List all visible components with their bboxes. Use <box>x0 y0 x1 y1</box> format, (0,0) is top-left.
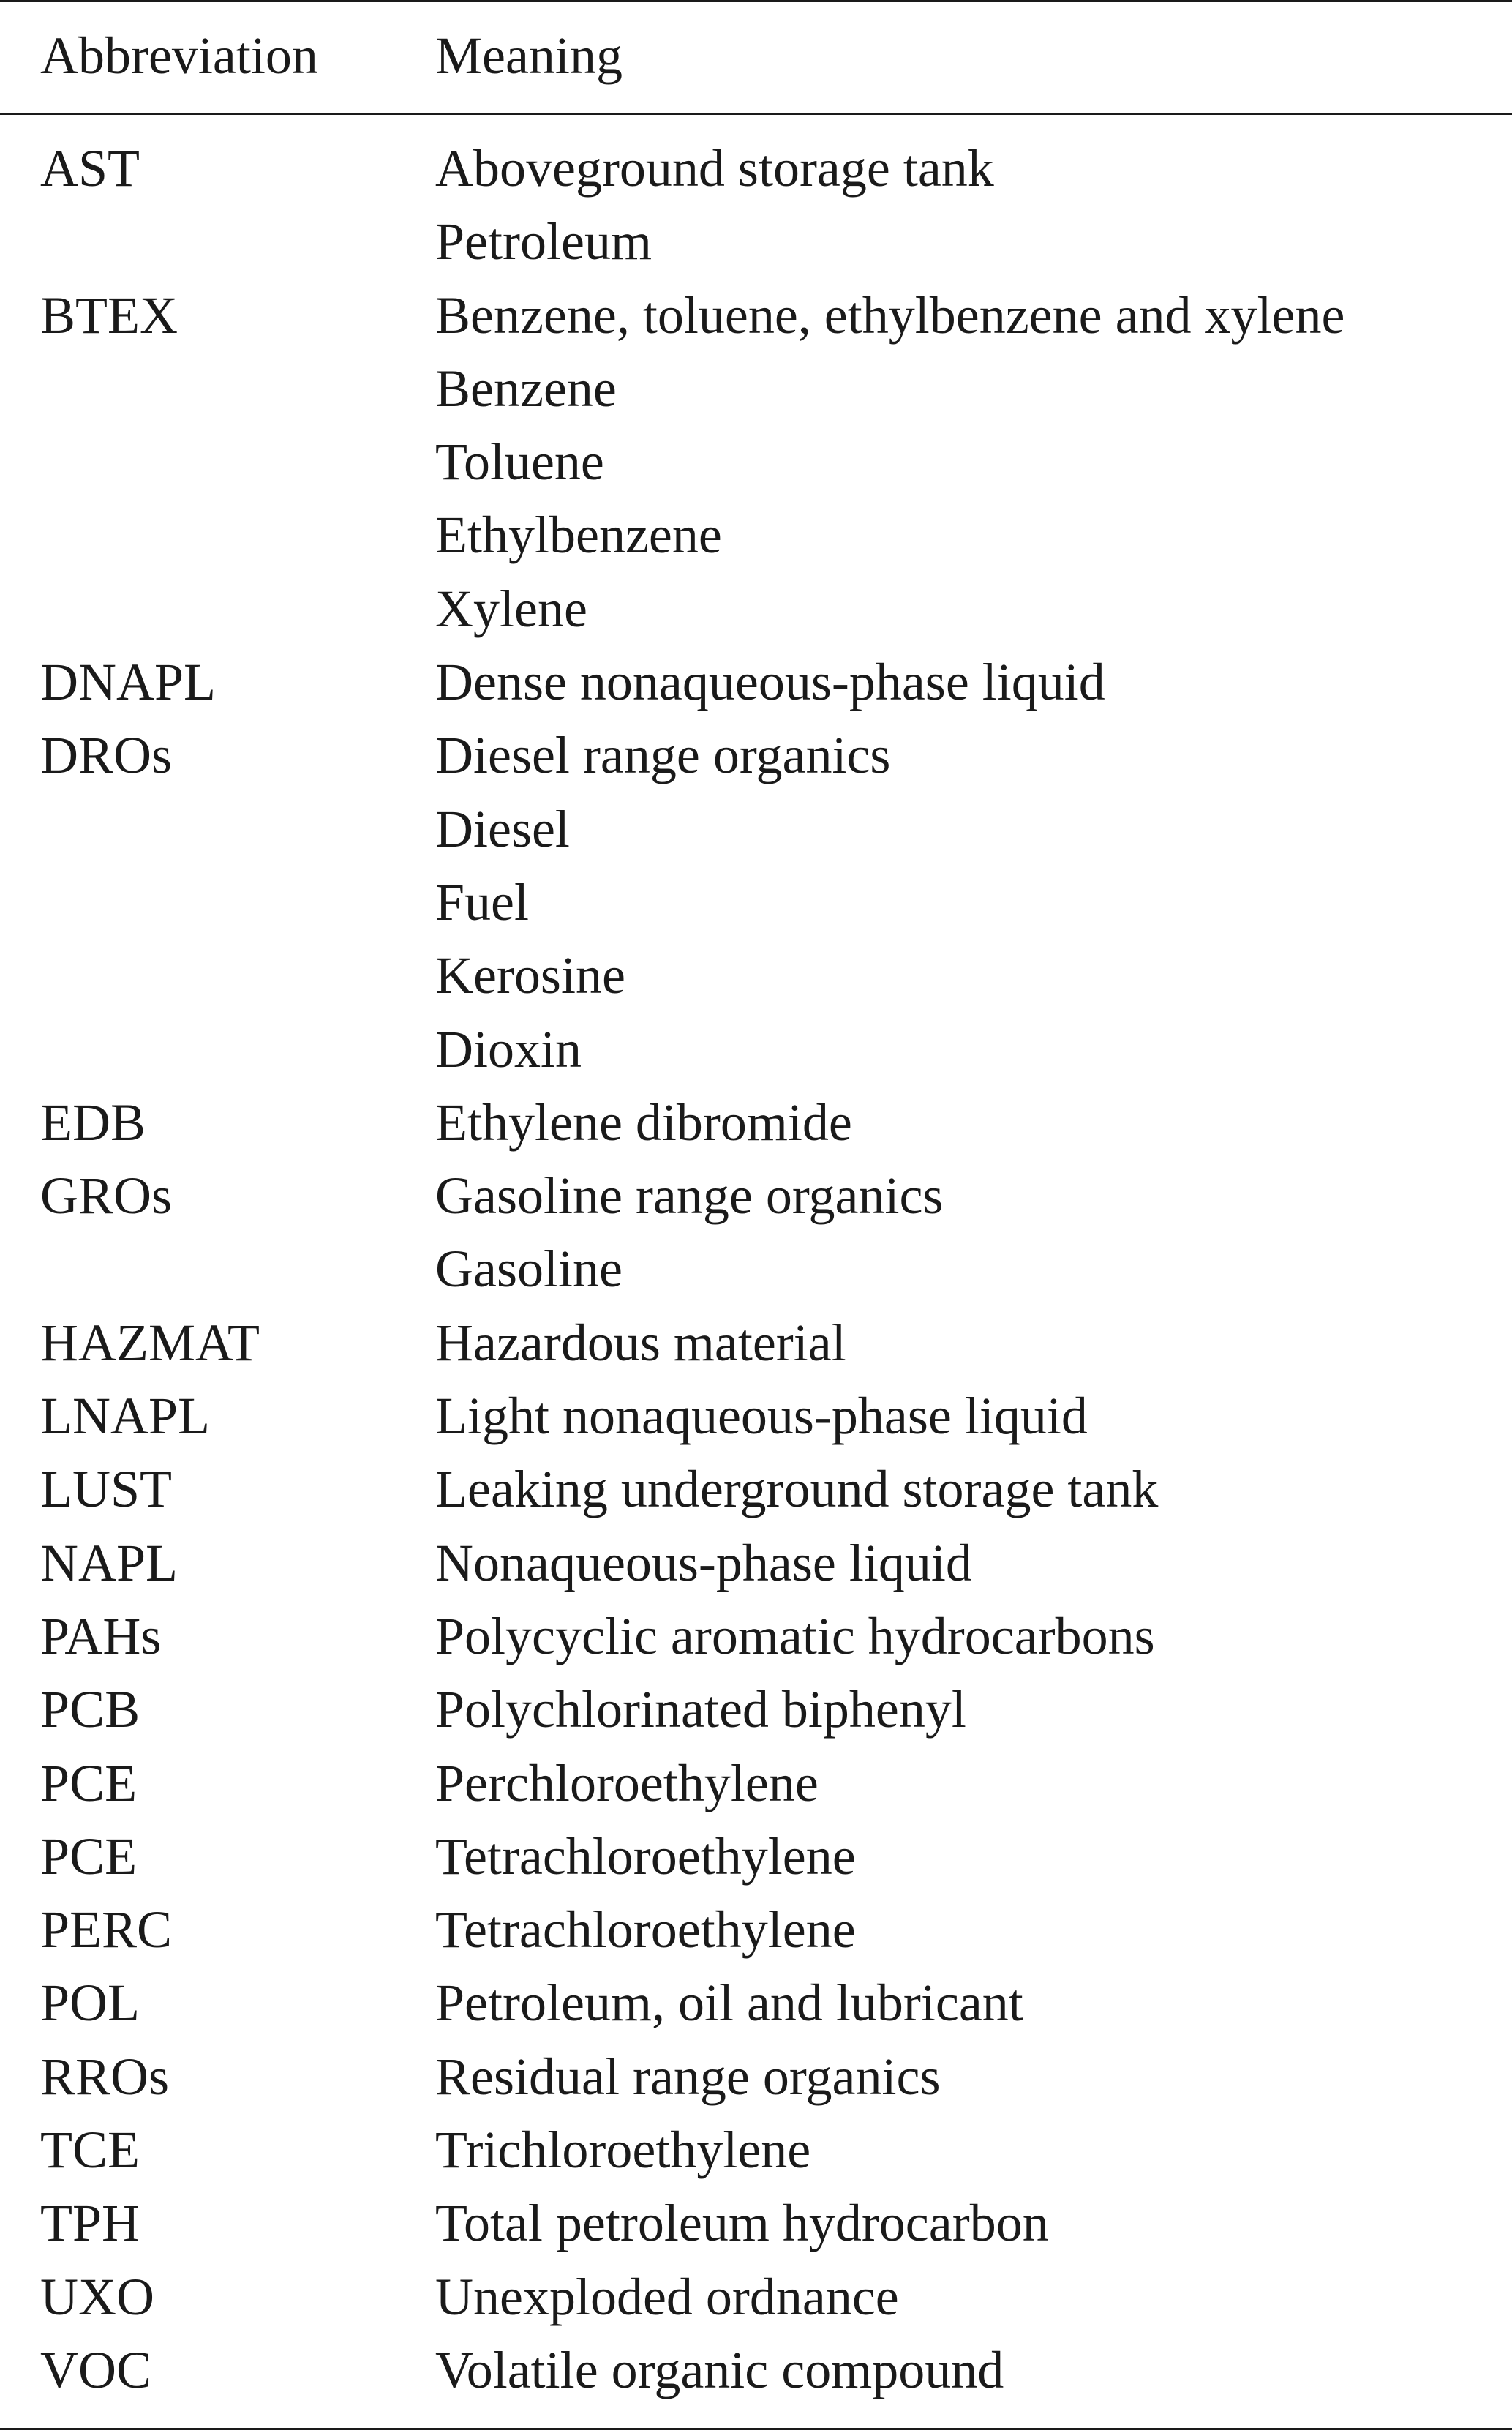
meaning-cell: Unexploded ordnance <box>435 2267 899 2326</box>
abbreviation-cell: EDB <box>40 1092 146 1152</box>
meaning-cell: Petroleum <box>435 212 652 271</box>
meaning-cell: Polychlorinated biphenyl <box>435 1680 966 1739</box>
abbreviation-cell: UXO <box>40 2267 154 2326</box>
abbreviation-cell: PERC <box>40 1900 173 1960</box>
meaning-cell: Toluene <box>435 432 604 492</box>
table-row <box>0 645 1512 719</box>
table-bottom-rule <box>0 2428 1512 2430</box>
table-row <box>0 498 1512 571</box>
meaning-cell: Tetrachloroethylene <box>435 1900 856 1960</box>
table-row <box>0 1966 1512 2039</box>
meaning-cell: Aboveground storage tank <box>435 139 994 198</box>
abbreviation-cell: BTEX <box>40 285 178 345</box>
table-row <box>0 2260 1512 2333</box>
abbreviation-cell: RROs <box>40 2047 170 2106</box>
table-row <box>0 1820 1512 1893</box>
header-abbreviation: Abbreviation <box>40 26 318 85</box>
meaning-cell: Benzene <box>435 359 617 418</box>
table-row <box>0 1673 1512 1746</box>
meaning-cell: Petroleum, oil and lubricant <box>435 1973 1023 2033</box>
abbreviation-cell: HAZMAT <box>40 1313 260 1372</box>
abbreviation-cell: DNAPL <box>40 653 217 712</box>
table-row <box>0 279 1512 352</box>
table-row <box>0 132 1512 205</box>
meaning-cell: Benzene, toluene, ethylbenzene and xylene <box>435 285 1345 345</box>
table-row <box>0 2186 1512 2260</box>
meaning-cell: Tetrachloroethylene <box>435 1826 856 1886</box>
table-row <box>0 1747 1512 1820</box>
meaning-cell: Diesel <box>435 799 570 858</box>
abbreviation-cell: PCE <box>40 1753 138 1812</box>
meaning-cell: Xylene <box>435 579 587 638</box>
meaning-cell: Dense nonaqueous-phase liquid <box>435 653 1105 712</box>
table-row <box>0 1086 1512 1159</box>
table-row <box>0 1159 1512 1232</box>
meaning-cell: Perchloroethylene <box>435 1753 819 1812</box>
table-header-row <box>0 19 1512 92</box>
abbreviation-cell: DROs <box>40 726 173 785</box>
meaning-cell: Fuel <box>435 872 530 931</box>
table-row <box>0 1600 1512 1673</box>
table-row <box>0 939 1512 1012</box>
table-row <box>0 572 1512 645</box>
table-row <box>0 1232 1512 1305</box>
table-row <box>0 719 1512 792</box>
table-row <box>0 1379 1512 1452</box>
abbreviation-cell: LNAPL <box>40 1387 210 1446</box>
table-row <box>0 1452 1512 1526</box>
meaning-cell: Polycyclic aromatic hydrocarbons <box>435 1606 1155 1665</box>
abbreviation-cell: POL <box>40 1973 140 2033</box>
table-row <box>0 1013 1512 1086</box>
meaning-cell: Gasoline <box>435 1240 623 1299</box>
table-row <box>0 1893 1512 1966</box>
table-row <box>0 1526 1512 1600</box>
table-row <box>0 2113 1512 2186</box>
table-row <box>0 792 1512 866</box>
table-row <box>0 205 1512 278</box>
abbreviation-cell: GROs <box>40 1166 173 1226</box>
abbreviation-cell: AST <box>40 139 140 198</box>
table-header-rule <box>0 113 1512 115</box>
meaning-cell: Ethylene dibromide <box>435 1092 852 1152</box>
abbreviation-cell: LUST <box>40 1460 172 1519</box>
abbreviation-cell: PCE <box>40 1826 138 1886</box>
abbreviation-cell: VOC <box>40 2340 152 2399</box>
meaning-cell: Trichloroethylene <box>435 2121 811 2180</box>
table-row <box>0 425 1512 498</box>
meaning-cell: Total petroleum hydrocarbon <box>435 2194 1049 2253</box>
table-top-rule <box>0 0 1512 2</box>
table-row <box>0 1306 1512 1379</box>
table-body <box>0 132 1512 2407</box>
meaning-cell: Residual range organics <box>435 2047 941 2106</box>
meaning-cell: Hazardous material <box>435 1313 846 1372</box>
table-row <box>0 2333 1512 2407</box>
table-row <box>0 2040 1512 2113</box>
meaning-cell: Ethylbenzene <box>435 506 722 565</box>
abbreviation-cell: PCB <box>40 1680 140 1739</box>
meaning-cell: Leaking underground storage tank <box>435 1460 1159 1519</box>
meaning-cell: Kerosine <box>435 946 625 1005</box>
meaning-cell: Light nonaqueous-phase liquid <box>435 1387 1088 1446</box>
meaning-cell: Dioxin <box>435 1019 582 1079</box>
table-row <box>0 866 1512 939</box>
meaning-cell: Volatile organic compound <box>435 2340 1004 2399</box>
abbreviation-cell: NAPL <box>40 1533 178 1592</box>
table-row <box>0 352 1512 425</box>
abbreviation-cell: TPH <box>40 2194 140 2253</box>
abbreviation-cell: TCE <box>40 2121 140 2180</box>
abbreviation-cell: PAHs <box>40 1606 162 1665</box>
meaning-cell: Nonaqueous-phase liquid <box>435 1533 972 1592</box>
meaning-cell: Gasoline range organics <box>435 1166 944 1226</box>
meaning-cell: Diesel range organics <box>435 726 891 785</box>
header-meaning: Meaning <box>435 26 623 85</box>
